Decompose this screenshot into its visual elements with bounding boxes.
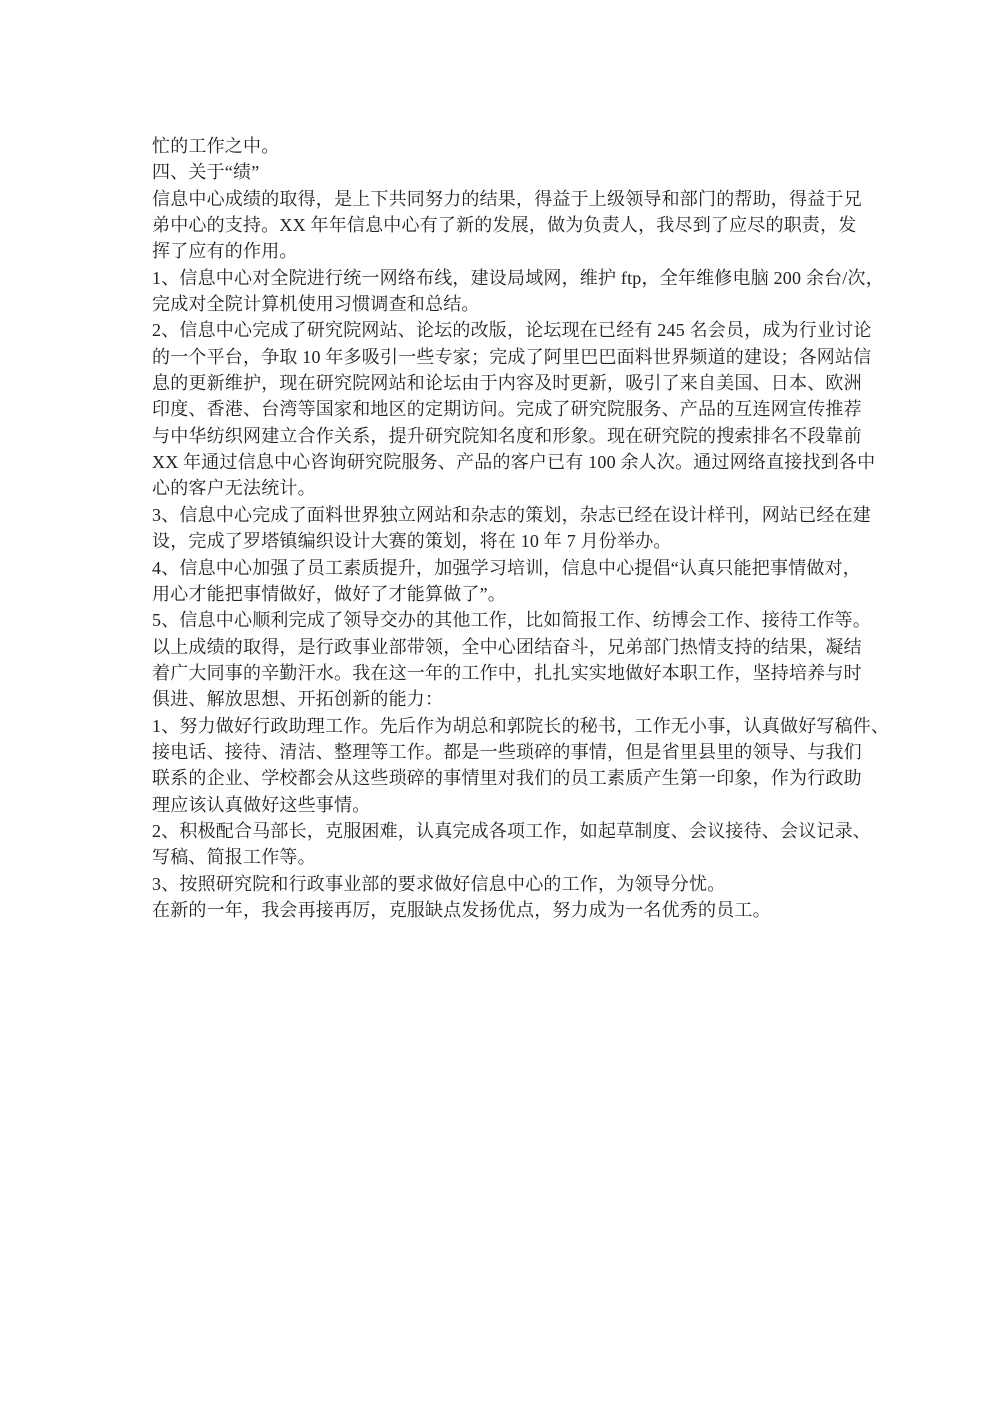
text-line: 以上成绩的取得，是行政事业部带领，全中心团结奋斗，兄弟部门热情支持的结果，凝结 bbox=[152, 636, 862, 657]
text-line: 忙的工作之中。 bbox=[152, 136, 280, 156]
text-line: 联系的企业、学校都会从这些琐碎的事情里对我们的员工素质产生第一印象，作为行政助 bbox=[152, 768, 862, 789]
text-line: 1、努力做好行政助理工作。先后作为胡总和郭院长的秘书，工作无小事，认真做好写稿件、 bbox=[152, 715, 890, 736]
text-line: 在新的一年，我会再接再厉，克服缺点发扬优点，努力成为一名优秀的员工。 bbox=[152, 899, 771, 920]
text-line: 四、关于“绩” bbox=[152, 162, 260, 183]
text-line: 心的客户无法统计。 bbox=[152, 478, 316, 499]
text-line: XX 年通过信息中心咨询研究院服务、产品的客户已有 100 余人次。通过网络直接找到各中 bbox=[152, 452, 876, 473]
text-line: 2、积极配合马部长，克服困难，认真完成各项工作，如起草制度、会议接待、会议记录、 bbox=[152, 820, 871, 841]
document-body bbox=[152, 133, 890, 923]
text-line: 的一个平台，争取 10 年多吸引一些专家；完成了阿里巴巴面料世界频道的建设；各网站信 bbox=[152, 346, 872, 367]
text-line: 3、信息中心完成了面料世界独立网站和杂志的策划，杂志已经在设计样刊，网站已经在建 bbox=[152, 504, 871, 525]
text-line: 理应该认真做好这些事情。 bbox=[152, 794, 371, 815]
text-line: 息的更新维护，现在研究院网站和论坛由于内容及时更新，吸引了来自美国、日本、欧洲 bbox=[152, 373, 862, 394]
text-line: 1、信息中心对全院进行统一网络布线，建设局域网，维护 ftp，全年维修电脑 200 余台/次， bbox=[152, 267, 884, 288]
text-line: 用心才能把事情做好，做好了才能算做了”。 bbox=[152, 583, 506, 604]
text-line: 挥了应有的作用。 bbox=[152, 241, 298, 262]
text-line: 3、按照研究院和行政事业部的要求做好信息中心的工作，为领导分忧。 bbox=[152, 873, 726, 894]
text-line: 设，完成了罗塔镇编织设计大赛的策划，将在 10 年 7 月份举办。 bbox=[152, 531, 672, 552]
text-line: 着广大同事的辛勤汗水。我在这一年的工作中，扎扎实实地做好本职工作，坚持培养与时 bbox=[152, 662, 862, 683]
text-line: 接电话、接待、清洁、整理等工作。都是一些琐碎的事情，但是省里县里的领导、与我们 bbox=[152, 741, 862, 762]
text-line: 弟中心的支持。XX 年年信息中心有了新的发展，做为负责人，我尽到了应尽的职责，发 bbox=[152, 215, 857, 236]
text-line: 5、信息中心顺利完成了领导交办的其他工作，比如简报工作、纺博会工作、接待工作等。 bbox=[152, 610, 871, 631]
text-line: 2、信息中心完成了研究院网站、论坛的改版，论坛现在已经有 245 名会员，成为行业讨论 bbox=[152, 320, 872, 341]
text-line: 4、信息中心加强了员工素质提升，加强学习培训，信息中心提倡“认真只能把事情做对， bbox=[152, 557, 861, 578]
text-line: 写稿、简报工作等。 bbox=[152, 847, 316, 868]
text-line: 与中华纺织网建立合作关系，提升研究院知名度和形象。现在研究院的搜索排名不段靠前 bbox=[152, 425, 862, 446]
text-line: 俱进、解放思想、开拓创新的能力： bbox=[152, 689, 444, 710]
text-line: 完成对全院计算机使用习惯调查和总结。 bbox=[152, 294, 480, 315]
text-line: 信息中心成绩的取得，是上下共同努力的结果，得益于上级领导和部门的帮助，得益于兄 bbox=[152, 188, 862, 209]
text-line: 印度、香港、台湾等国家和地区的定期访问。完成了研究院服务、产品的互连网宣传推荐 bbox=[152, 399, 862, 420]
